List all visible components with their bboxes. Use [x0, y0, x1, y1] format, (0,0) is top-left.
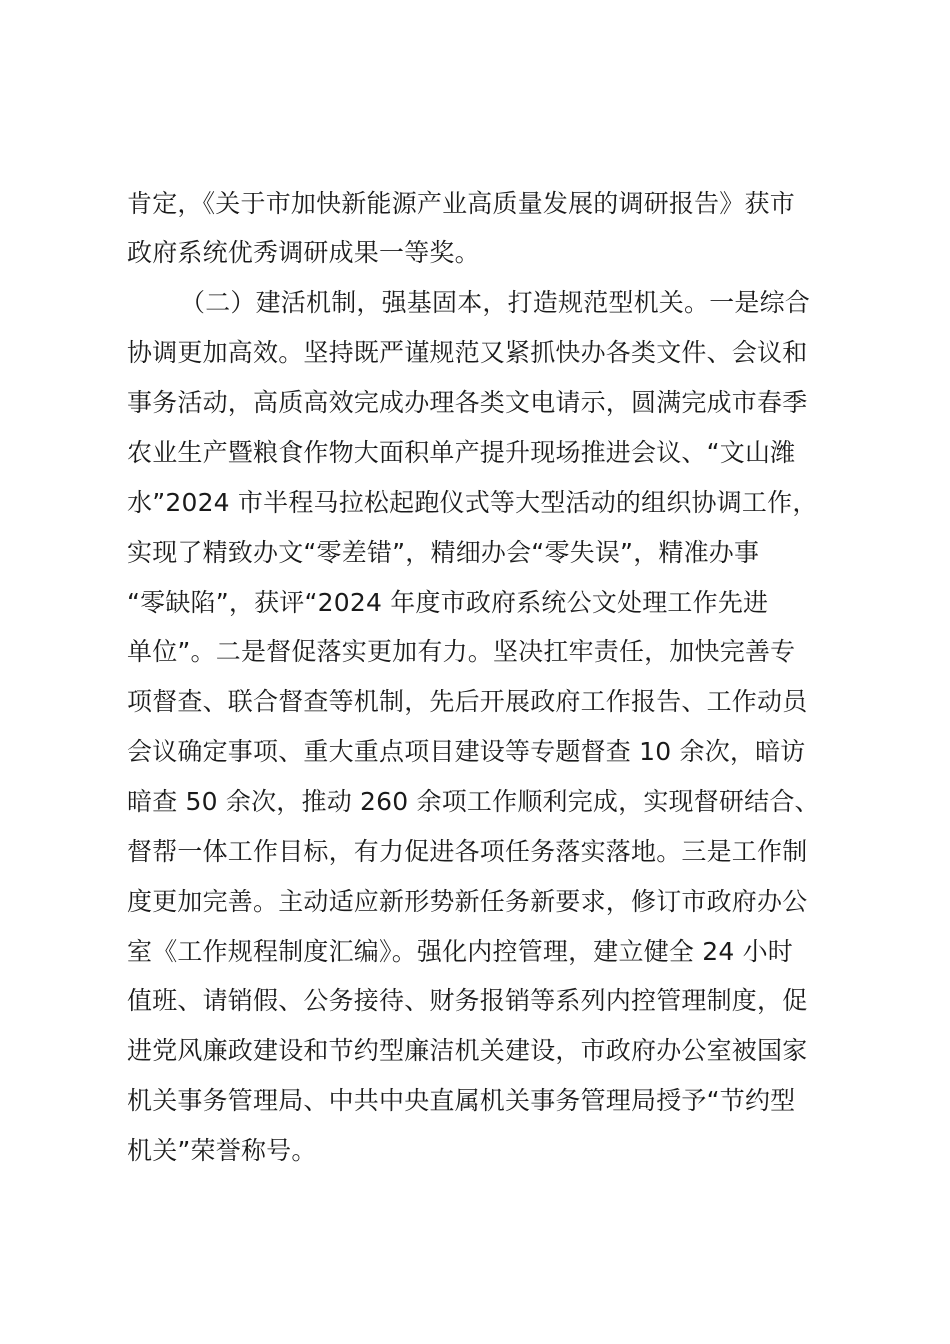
text-line-10: 单位”。二是督促落实更加有力。坚决扛牢责任，加快完善专: [127, 637, 796, 666]
text-line-12: 会议确定事项、重大重点项目建设等专题督查 10 余次，暗访: [127, 737, 806, 766]
text-line-13: 暗查 50 余次，推动 260 余项工作顺利完成，实现督研结合、: [127, 787, 820, 816]
text-line-8: 实现了精致办文“零差错”，精细办会“零失误”，精准办事: [127, 538, 760, 567]
text-line-1: 肯定，《关于市加快新能源产业高质量发展的调研报告》获市: [127, 189, 795, 218]
text-line-6: 农业生产暨粮食作物大面积单产提升现场推进会议、“文山潍: [127, 438, 796, 467]
text-line-17: 值班、请销假、公务接待、财务报销等系列内控管理制度，促: [127, 986, 808, 1015]
text-line-14: 督帮一体工作目标，有力促进各项任务落实落地。三是工作制: [127, 837, 808, 866]
text-line-20: 机关”荣誉称号。: [127, 1136, 317, 1165]
text-line-5: 事务活动，高质高效完成办理各类文电请示，圆满完成市春季: [127, 388, 808, 417]
text-line-3: （二）建活机制，强基固本，打造规范型机关。一是综合: [180, 288, 811, 317]
text-line-18: 进党风廉政建设和节约型廉洁机关建设，市政府办公室被国家: [127, 1036, 808, 1065]
text-line-16: 室《工作规程制度汇编》。强化内控管理，建立健全 24 小时: [127, 937, 794, 966]
text-line-11: 项督查、联合督查等机制，先后开展政府工作报告、工作动员: [127, 687, 808, 716]
text-line-9: “零缺陷”，获评“2024 年度市政府系统公文处理工作先进: [127, 588, 769, 617]
text-line-19: 机关事务管理局、中共中央直属机关事务管理局授予“节约型: [127, 1086, 796, 1115]
text-line-7: 水”2024 市半程马拉松起跑仪式等大型活动的组织协调工作，: [127, 488, 818, 517]
text-line-4: 协调更加高效。坚持既严谨规范又紧抓快办各类文件、会议和: [127, 338, 808, 367]
text-line-15: 度更加完善。主动适应新形势新任务新要求，修订市政府办公: [127, 887, 808, 916]
text-line-2: 政府系统优秀调研成果一等奖。: [127, 238, 480, 267]
